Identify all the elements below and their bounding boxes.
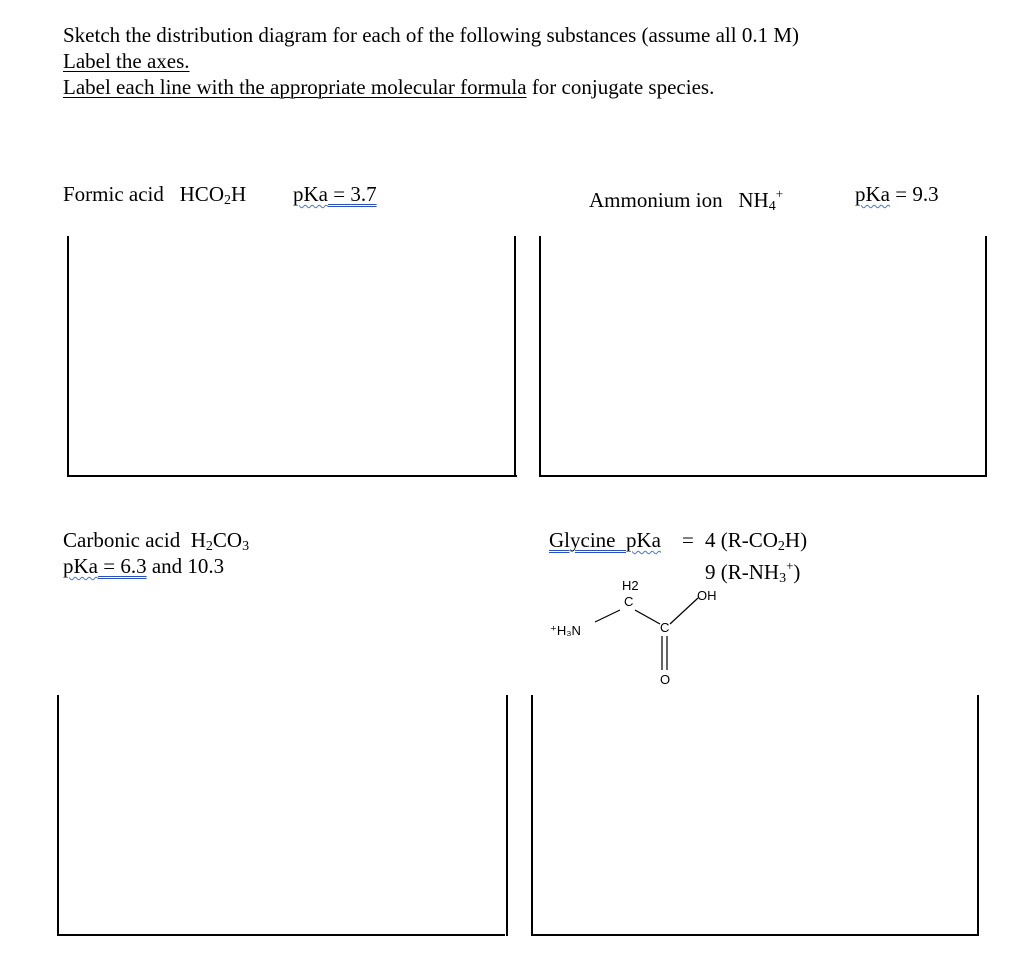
formic-formula: $HCO_2H$	[179, 182, 247, 208]
glycine-o-label: O	[660, 672, 671, 687]
glycine-plot-box[interactable]	[531, 695, 979, 936]
ammonium-pka-eq: =	[890, 182, 913, 206]
glycine-structure	[540, 576, 740, 691]
carbonic-pka-label: pKa	[63, 554, 98, 578]
glycine-pka1: 4 $(R-CO_2H)$	[705, 528, 808, 554]
carbonic-pka-eq: =	[98, 554, 121, 578]
ammonium-header	[589, 181, 783, 220]
instruction-line-2: Label the axes.	[63, 49, 190, 73]
ammonium-name: Ammonium ion	[589, 188, 723, 212]
carbonic-formula: $H_2CO_3$	[190, 528, 250, 554]
formic-plot-right-edge	[514, 236, 516, 477]
glycine-oh-label: OH	[697, 588, 717, 603]
formic-pka-label: pKa	[293, 182, 328, 206]
bond-c-c	[635, 610, 660, 624]
formic-pka	[293, 181, 377, 207]
glycine-amine-label: ⁺H₃N	[550, 623, 581, 638]
formic-name: Formic acid	[63, 182, 164, 206]
glycine-carbonyl-c-label: C	[660, 620, 670, 635]
glycine-eq: =	[682, 528, 694, 552]
glycine-name: Glycine	[549, 528, 616, 552]
ammonium-pka	[855, 181, 939, 207]
carbonic-name: Carbonic acid	[63, 528, 181, 552]
instruction-line-3-rest: for conjugate species.	[526, 75, 715, 99]
glycine-ch2-c-label: C	[624, 594, 634, 609]
ammonium-plot-box[interactable]	[539, 236, 987, 477]
glycine-ch2-h-label: H2	[622, 578, 639, 593]
instruction-line-1: Sketch the distribution diagram for each of the following substances (assume all 0.1 M)	[63, 23, 799, 47]
carbonic-pka-value: 6.3	[120, 554, 147, 578]
instruction-line-3-underlined: Label each line with the appropriate molecular formula	[63, 75, 527, 99]
carbonic-plot-box[interactable]	[57, 695, 505, 936]
bond-c-oh	[670, 598, 698, 624]
formic-header	[63, 181, 246, 214]
formic-pka-value: 3.7	[350, 182, 377, 206]
formic-plot-box[interactable]	[67, 236, 517, 477]
ammonium-pka-value: 9.3	[912, 182, 939, 206]
ammonium-plot-left-edge	[539, 236, 541, 477]
glycine-pka2: 9 $(R-NH_3^+)$	[705, 558, 801, 586]
instruction-line-3	[63, 74, 714, 100]
glycine-plot-left-edge	[531, 695, 533, 936]
ammonium-pka-label: pKa	[855, 182, 890, 206]
carbonic-plot-right-edge	[506, 695, 508, 936]
bond-n-c	[595, 610, 620, 622]
carbonic-pka	[63, 553, 224, 579]
ammonium-formula: $NH_4^+$	[738, 186, 784, 214]
glycine-pka-label: pKa	[625, 528, 661, 552]
formic-pka-eq: =	[328, 182, 351, 206]
glycine-header	[549, 527, 661, 553]
carbonic-pka-rest: and 10.3	[146, 554, 225, 578]
glycine-bonds	[595, 598, 698, 670]
